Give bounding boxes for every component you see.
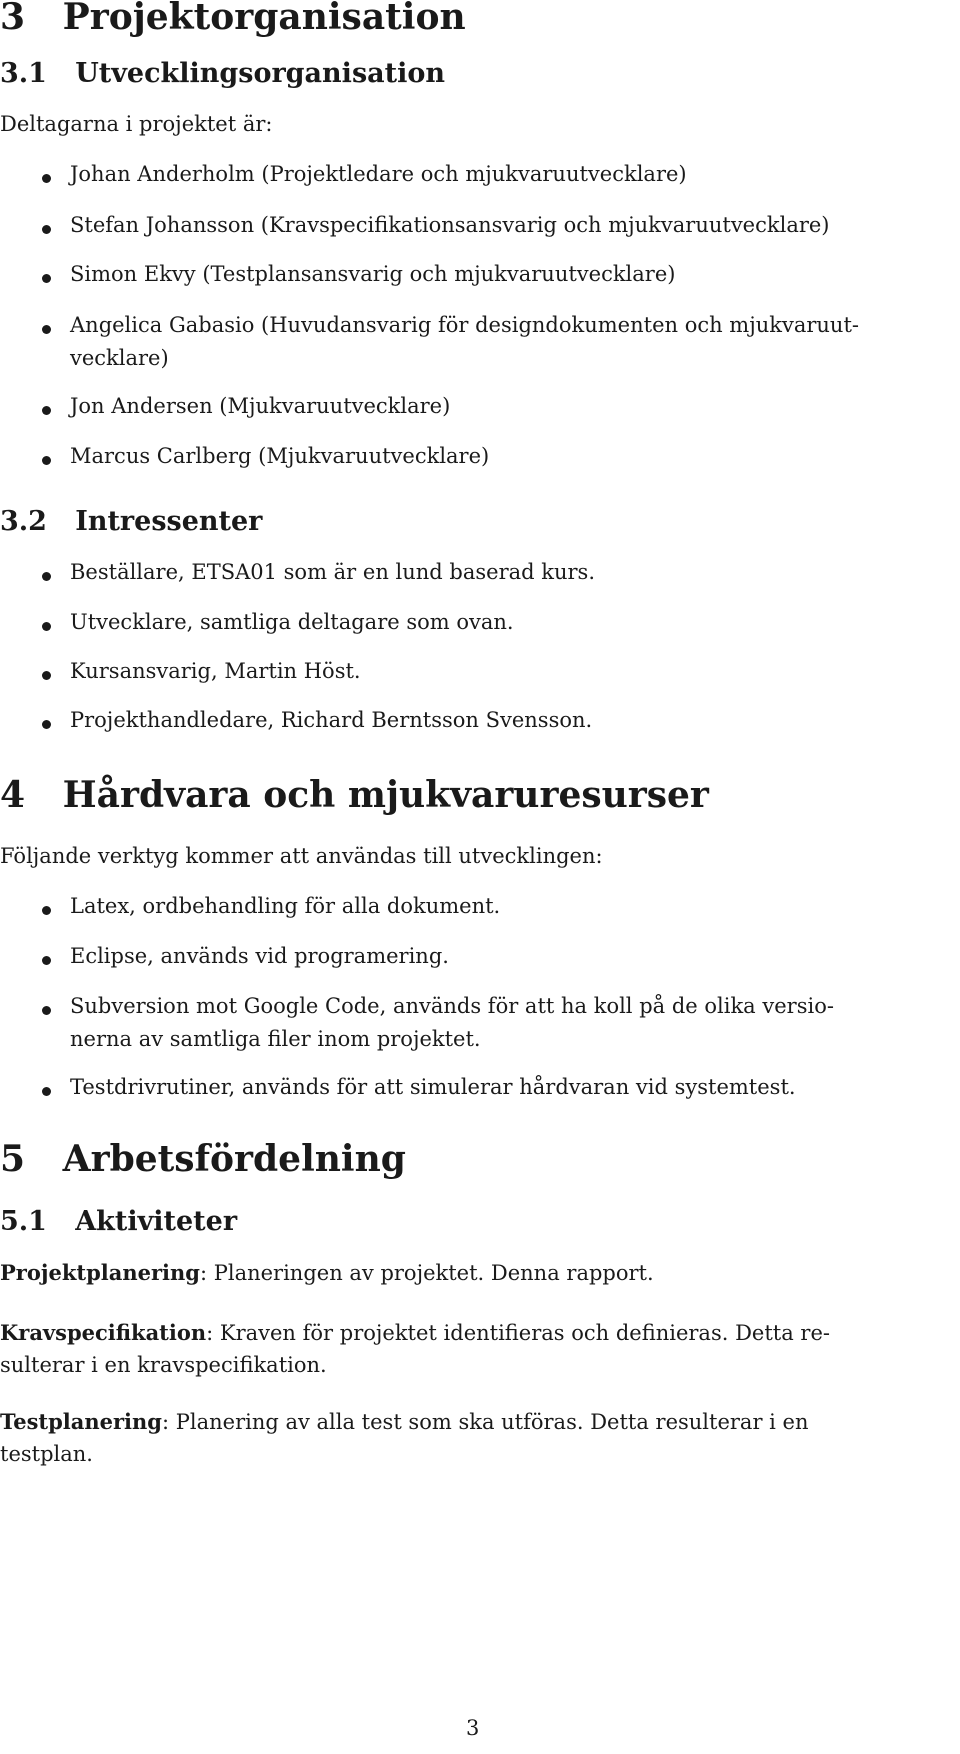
bullet-icon bbox=[42, 1087, 51, 1096]
subsection-5-1-heading bbox=[0, 1206, 237, 1237]
subsection-title: Utvecklingsorganisation bbox=[75, 58, 446, 89]
bullet-icon bbox=[42, 906, 51, 915]
subsection-number: 3.2 bbox=[0, 506, 47, 537]
list-item-text-continued: vecklare) bbox=[70, 346, 169, 370]
page-number: 3 bbox=[466, 1716, 480, 1740]
section-title: Hårdvara och mjukvaruresurser bbox=[62, 774, 709, 816]
section-5-heading bbox=[0, 1138, 406, 1180]
activity-description: : Planering av alla test som ska utföras. Detta resulterar i en bbox=[162, 1410, 809, 1434]
section-title: Arbetsfördelning bbox=[62, 1138, 406, 1180]
list-item-text: Kursansvarig, Martin Höst. bbox=[70, 659, 361, 683]
activity-description: : Planeringen av projektet. Denna rapport. bbox=[199, 1261, 654, 1285]
subsection-title: Aktiviteter bbox=[75, 1206, 238, 1237]
list-item-text: Simon Ekvy (Testplansansvarig och mjukvaruutvecklare) bbox=[70, 262, 676, 286]
list-item-text: Testdrivrutiner, används för att simulerar hårdvaran vid systemtest. bbox=[70, 1075, 796, 1099]
list-item-text-continued: nerna av samtliga filer inom projektet. bbox=[70, 1027, 481, 1051]
subsection-3-2-heading bbox=[0, 506, 262, 537]
activity-term: Kravspecifikation bbox=[0, 1320, 207, 1345]
bullet-icon bbox=[42, 572, 51, 581]
bullet-icon bbox=[42, 406, 51, 415]
bullet-icon bbox=[42, 274, 51, 283]
bullet-icon bbox=[42, 671, 51, 680]
list-item-text: Jon Andersen (Mjukvaruutvecklare) bbox=[70, 394, 451, 418]
list-item-text: Beställare, ETSA01 som är en lund baserad kurs. bbox=[70, 560, 595, 584]
activity-entry bbox=[0, 1320, 830, 1345]
activity-entry bbox=[0, 1260, 654, 1285]
bullet-icon bbox=[42, 622, 51, 631]
subsection-number: 3.1 bbox=[0, 58, 47, 89]
list-item-text: Angelica Gabasio (Huvudansvarig för designdokumenten och mjukvaruut- bbox=[70, 313, 859, 337]
activity-term: Testplanering bbox=[0, 1409, 162, 1434]
bullet-icon bbox=[42, 325, 51, 334]
bullet-icon bbox=[42, 956, 51, 965]
section-number: 5 bbox=[0, 1138, 26, 1180]
activity-description-continued: sulterar i en kravspecifikation. bbox=[0, 1353, 327, 1377]
bullet-icon bbox=[42, 456, 51, 465]
subsection-number: 5.1 bbox=[0, 1206, 47, 1237]
list-item-text: Projekthandledare, Richard Berntsson Svensson. bbox=[70, 708, 593, 732]
list-item-text: Stefan Johansson (Kravspecifikationsansvarig och mjukvaruutvecklare) bbox=[70, 213, 830, 237]
bullet-icon bbox=[42, 225, 51, 234]
list-item-text: Utvecklare, samtliga deltagare som ovan. bbox=[70, 610, 514, 634]
bullet-icon bbox=[42, 1006, 51, 1015]
section-title: Projektorganisation bbox=[62, 0, 466, 38]
activity-term: Projektplanering bbox=[0, 1260, 200, 1285]
intro-text: Deltagarna i projektet är: bbox=[0, 112, 273, 136]
section-3-heading bbox=[0, 0, 466, 38]
intro-text: Följande verktyg kommer att användas till utvecklingen: bbox=[0, 844, 603, 868]
section-number: 3 bbox=[0, 0, 26, 38]
bullet-icon bbox=[42, 174, 51, 183]
list-item-text: Eclipse, används vid programering. bbox=[70, 944, 449, 968]
section-number: 4 bbox=[0, 774, 26, 816]
section-4-heading bbox=[0, 774, 709, 816]
subsection-3-1-heading bbox=[0, 58, 445, 89]
list-item-text: Johan Anderholm (Projektledare och mjukvaruutvecklare) bbox=[70, 162, 687, 186]
list-item-text: Subversion mot Google Code, används för att ha koll på de olika versio- bbox=[70, 994, 834, 1018]
activity-description-continued: testplan. bbox=[0, 1442, 93, 1466]
list-item-text: Marcus Carlberg (Mjukvaruutvecklare) bbox=[70, 444, 490, 468]
list-item-text: Latex, ordbehandling för alla dokument. bbox=[70, 894, 501, 918]
bullet-icon bbox=[42, 720, 51, 729]
subsection-title: Intressenter bbox=[75, 506, 263, 537]
activity-entry bbox=[0, 1409, 809, 1434]
activity-description: : Kraven för projektet identifieras och definieras. Detta re- bbox=[206, 1321, 830, 1345]
